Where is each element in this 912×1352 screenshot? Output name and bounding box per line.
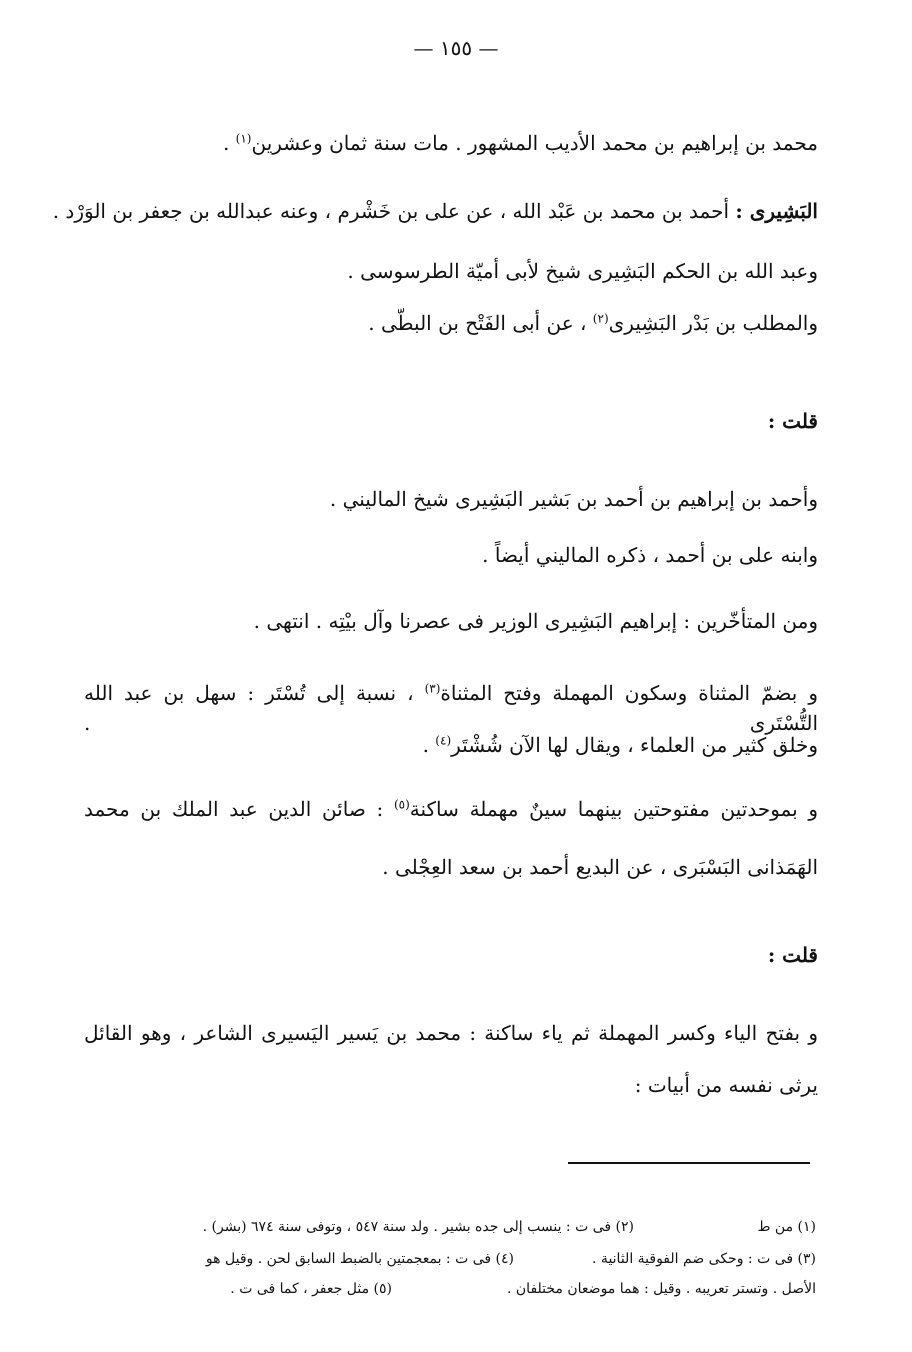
entry-heading-bashiri: البَشِيرى : [735,199,818,223]
footnote-2: (٢) فى ت : ينسب إلى جده بشير . ولد سنة ٥٤٧ ، وتوفى سنة ٦٧٤ (بشر) . [202,1219,634,1235]
footnote-separator [568,1162,810,1164]
entry-line-8: ومن المتأخّرين : إبراهيم البَشِيرى الوزير فى عصرنا وآل بيْتِه . انتهى . [253,609,818,633]
footnote-3: (٣) فى ت : وحكى ضم الفوقية الثانية . [592,1251,816,1267]
footnote-ref-4: (٤) [435,733,452,748]
footnote-ref-2: (٢) [592,311,609,326]
entry-line-4: والمطلب بن بَدْر البَشِيرى$^{(٢)}$ ، عن أبى الفَتْح بن البطّى . [368,311,818,335]
footnote-4-cont: الأصل . وتستر تعريبه . وقيل : هما موضعان مختلفان . [507,1281,816,1297]
entry-line-11: و بموحدتين مفتوحتين بينهما سينٌ مهملة ساكنة$^{(٥)}$ : صائن الدين عبد الملك بن محمد [84,797,818,821]
footnote-ref-1: (١) [235,131,252,146]
entry-line-15: يرثى نفسه من أبيات : [634,1073,818,1097]
entry-line-12: الهَمَذانى البَسْبَرى ، عن البديع أحمد بن سعد العِجْلى . [382,855,818,879]
entry-line-14: و بفتح الياء وكسر المهملة ثم ياء ساكنة : محمد بن يَسير اليَسيرى الشاعر ، وهو القائل [84,1021,818,1045]
entry-line-2: البَشِيرى : أحمد بن محمد بن عَبْد الله ، عن على بن خَشْرم ، وعنه عبدالله بن جعفر بن الوَرْد . [52,199,818,223]
footnote-5: (٥) مثل جعفر ، كما فى ت . [230,1281,392,1297]
qultu-heading-1: قلت : [767,409,818,433]
footnote-ref-3: (٣) [424,681,441,696]
entry-line-10: وخلق كثير من العلماء ، ويقال لها الآن شُشْتَر$^{(٤)}$ . [422,733,818,757]
entry-line-6: وأحمد بن إبراهيم بن أحمد بن بَشير البَشِيرى شيخ الماليني . [329,487,818,511]
footnote-4: (٤) فى ت : بمعجمتين بالضبط السابق لحن . وقيل هو [205,1251,514,1267]
entry-line-1: محمد بن إبراهيم بن محمد الأديب المشهور . مات سنة ثمان وعشرين$^{(١)}$ . [222,131,818,155]
entry-line-9: و بضمّ المثناة وسكون المهملة وفتح المثناة$^{(٣)}$ ، نسبة إلى تُسْتَر : سهل بن عبد الله التُّسْتَرى . [84,681,819,735]
footnote-1: (١) من ط [757,1219,816,1235]
page-number: — ١٥٥ — [413,36,499,60]
qultu-heading-2: قلت : [767,943,818,967]
footnote-ref-5: (٥) [393,797,410,812]
entry-line-7: وابنه على بن أحمد ، ذكره الماليني أيضاً . [482,543,818,567]
entry-line-3: وعبد الله بن الحكم البَشِيرى شيخ لأبى أميّة الطرسوسى . [347,259,818,283]
